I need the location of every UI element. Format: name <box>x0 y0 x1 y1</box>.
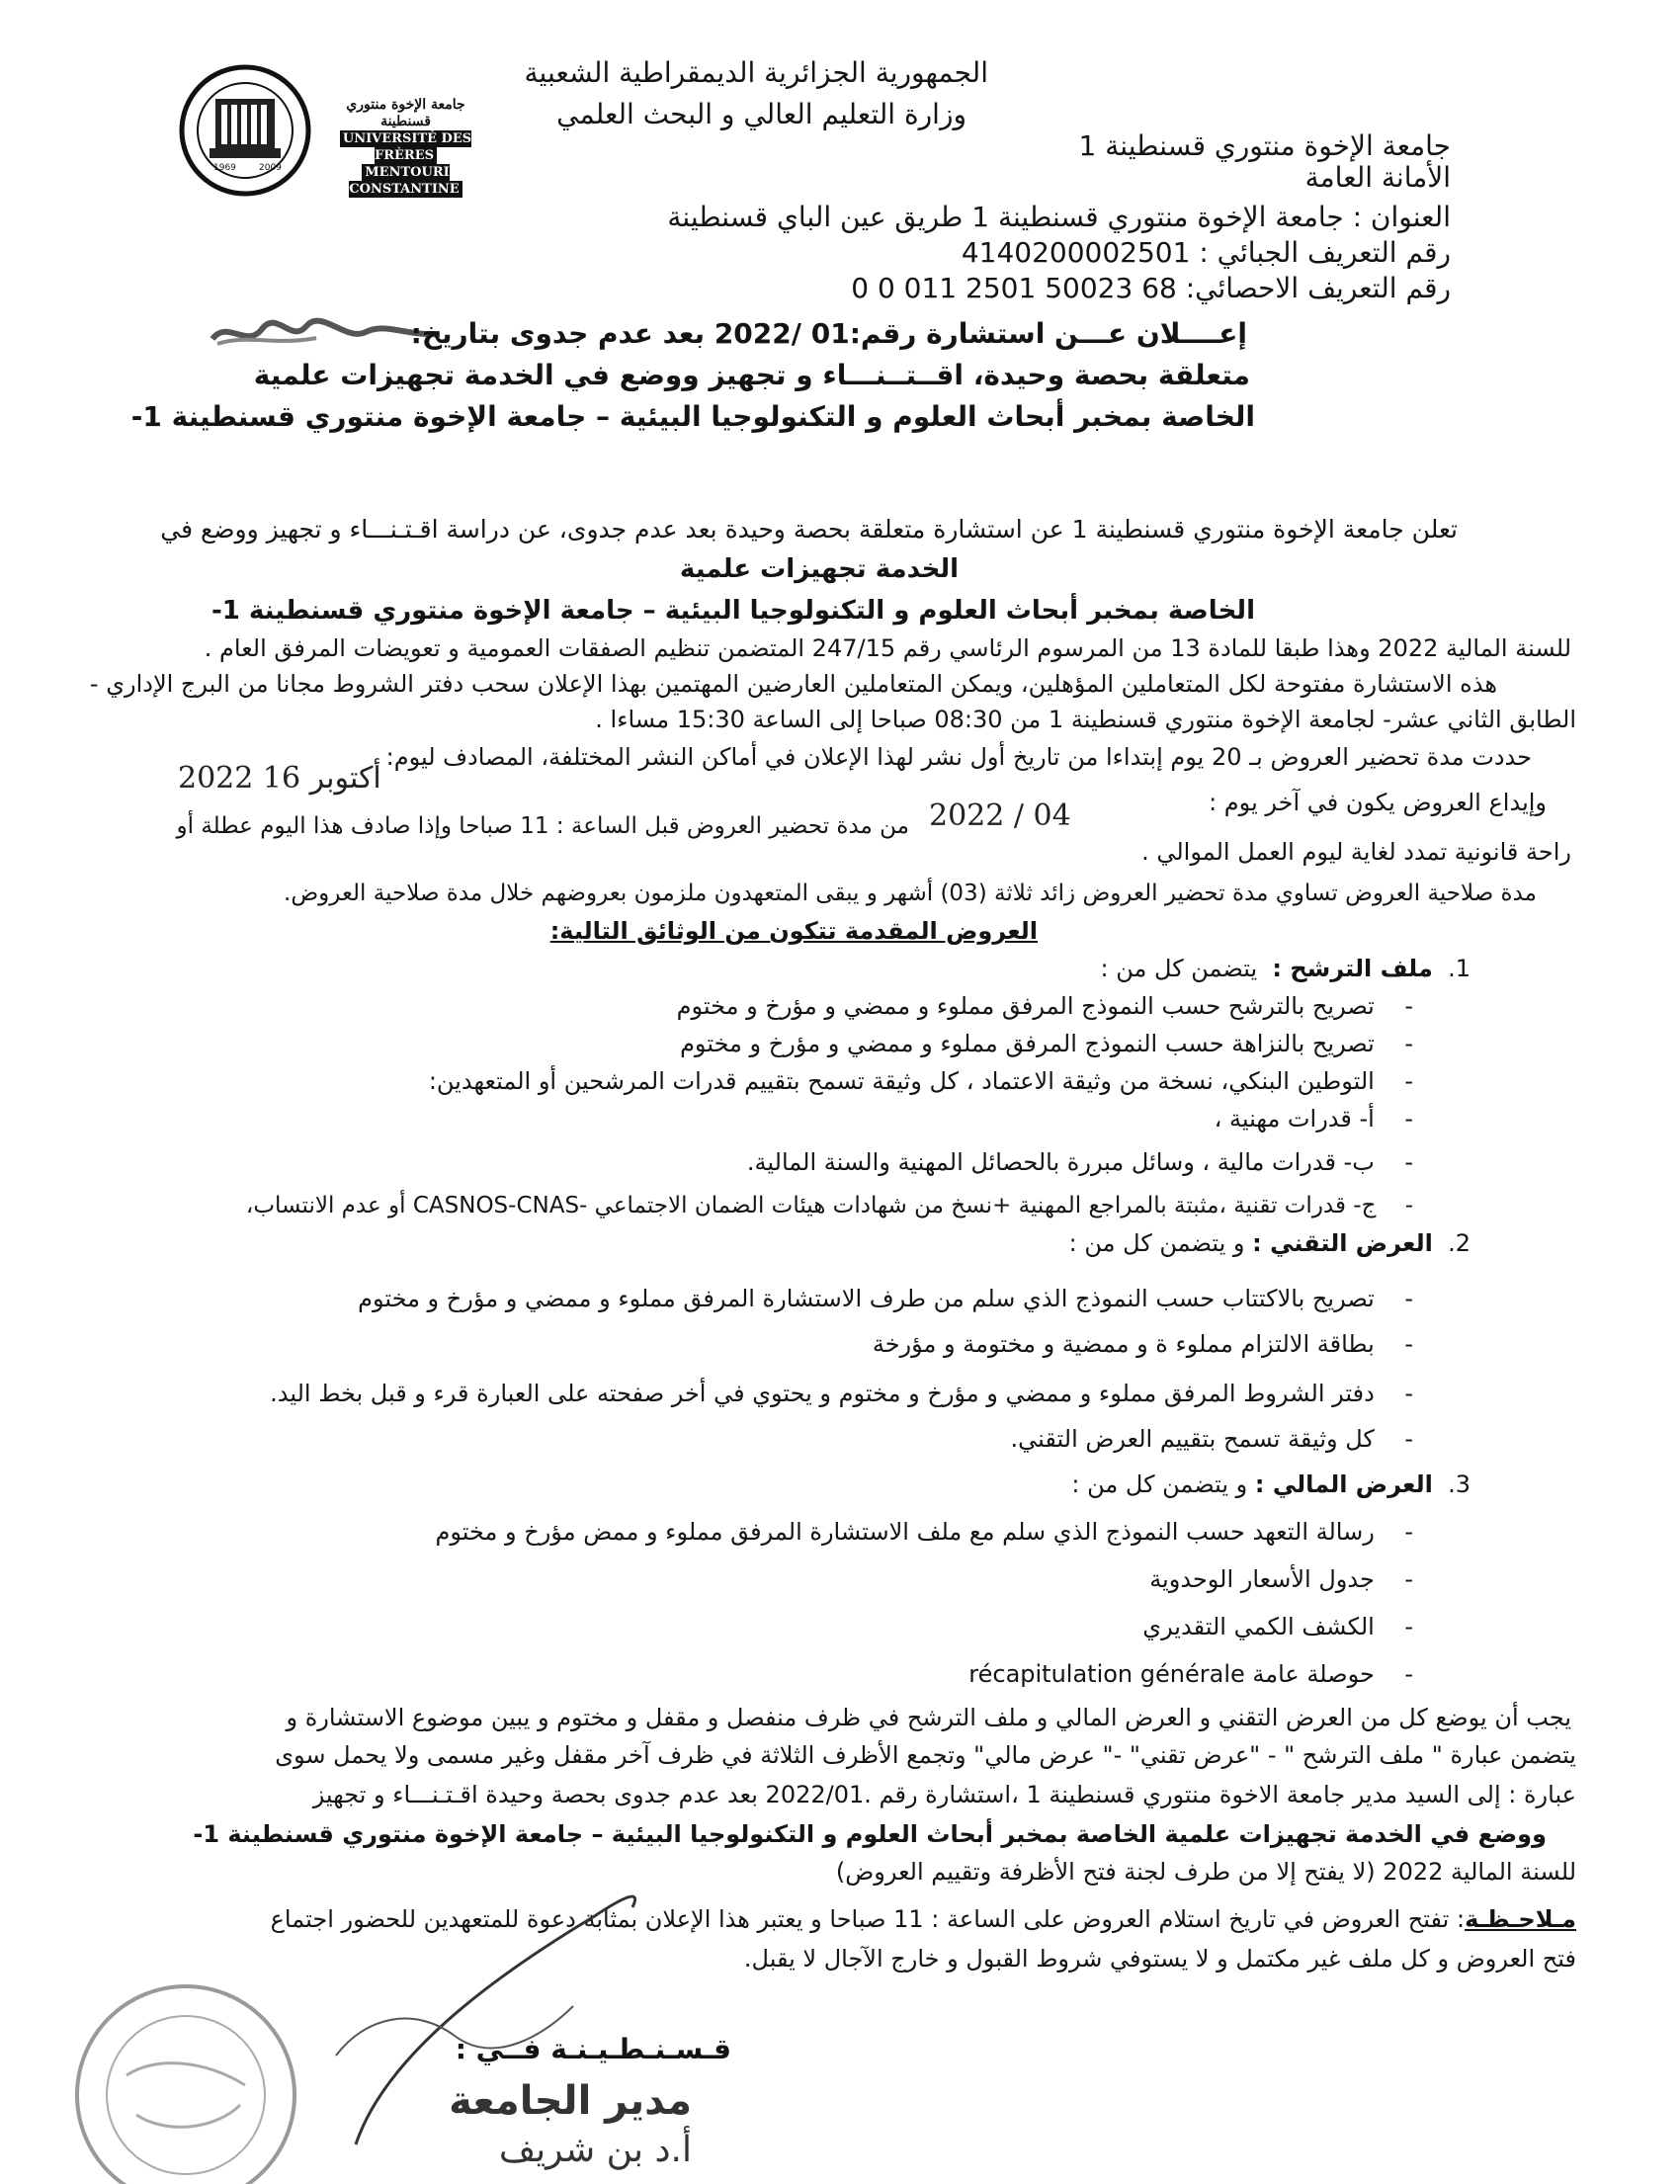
footer-place: قـسـنـطـيـنـة فــي : <box>455 2033 731 2065</box>
section-3-item: - جدول الأسعار الوحدوية <box>1149 1565 1413 1593</box>
svg-text:2009: 2009 <box>259 163 282 173</box>
intro-line-11: مدة صلاحية العروض تساوي مدة تحضير العروض زائد ثلاثة (03) أشهر و يبقى المتعهدون ملزمون بعروضهم خلال مدة صلاحية العروض. <box>284 881 1537 906</box>
header-tax-id: رقم التعريف الجبائي : 4140200002501 <box>961 236 1451 269</box>
section-3-heading: 3. العرض المالي : و يتضمن كل من : <box>1071 1470 1470 1498</box>
header-republic: الجمهورية الجزائرية الديمقراطية الشعبية <box>524 56 988 89</box>
svg-text:1969: 1969 <box>213 163 236 173</box>
intro-line-9: من مدة تحضير العروض قبل الساعة : 11 صباحا وإذا صادف هذا اليوم عطلة أو <box>176 813 909 839</box>
header-secretariat: الأمانة العامة <box>1304 161 1451 194</box>
title-line-1: إعــــلان عـــن استشارة رقم:01 /2022 بعد عدم جدوى بتاريخ: <box>410 317 1247 350</box>
handwritten-mark-icon <box>208 314 445 354</box>
closing-line-1: يجب أن يوضع كل من العرض التقني و العرض المالي و ملف الترشح في ظرف منفصل و مقفل و مختوم و يبين موضوع الاستشارة و <box>286 1704 1571 1731</box>
header-stat-id: رقم التعريف الاحصائي: 68 50023 2501 011 0 0 <box>851 272 1451 304</box>
intro-line-3: الخاصة بمخبر أبحاث العلوم و التكنولوجيا البيئية – جامعة الإخوة منتوري قسنطينة 1- <box>210 596 1255 626</box>
handwritten-date-2: 2022 / 04 <box>929 798 1071 833</box>
closing-line-5: للسنة المالية 2022 (لا يفتح إلا من طرف لجنة فتح الأظرفة وتقييم العروض) <box>835 1858 1576 1886</box>
closing-line-2: يتضمن عبارة " ملف الترشح " - "عرض تقني" -" عرض مالي" وتجمع الأظرف الثلاثة في ظرف آخر مقفل وغير مسمى ولا يحمل سوى <box>275 1741 1576 1769</box>
intro-line-7: حددت مدة تحضير العروض بـ 20 يوم إبتداءا من تاريخ أول نشر لهذا الإعلان في أماكن النشر المختلفة، المصادف ليوم: <box>385 743 1532 771</box>
closing-line-3: عبارة : إلى السيد مدير جامعة الاخوة منتوري قسنطينة 1 ،استشارة رقم .2022/01 بعد عدم جدوى بحصة وحيدة اقـتـنـــاء و تجهيز <box>312 1781 1576 1808</box>
intro-line-8: وإيداع العروض يكون في آخر يوم : <box>1209 789 1547 816</box>
section-2-heading: 2. العرض التقني : و يتضمن كل من : <box>1068 1229 1470 1257</box>
title-line-2: متعلقة بحصة وحيدة، اقــتــنـــاء و تجهيز ووضع في الخدمة تجهيزات علمية <box>253 359 1250 391</box>
official-stamp-icon <box>47 1967 304 2184</box>
handwritten-date-1: 2022 أكتوبر 16 <box>178 761 381 796</box>
header-ministry: وزارة التعليم العالي و البحث العلمي <box>556 98 966 130</box>
section-2-item: - بطاقة الالتزام مملوء ة و ممضية و مختومة و مؤرخة <box>872 1330 1413 1358</box>
section-1-item: - تصريح بالترشح حسب النموذج المرفق مملوء و ممضي و مؤرخ و مختوم <box>676 992 1413 1020</box>
section-1-item: - تصريح بالنزاهة حسب النموذج المرفق مملوء و ممضي و مؤرخ و مختوم <box>680 1030 1413 1057</box>
section-3-item: - الكشف الكمي التقديري <box>1142 1613 1413 1640</box>
logo-caption: جامعة الإخوة منتوري قسنطينة UNIVERSITÉ DES FRÈRES MENTOURI CONSTANTINE <box>324 97 487 198</box>
section-3-item: - حوصلة عامة récapitulation générale <box>968 1660 1413 1688</box>
header-university: جامعة الإخوة منتوري قسنطينة 1 <box>1078 129 1451 162</box>
intro-line-2: الخدمة تجهيزات علمية <box>679 554 959 584</box>
university-logo <box>176 61 482 200</box>
header-address: العنوان : جامعة الإخوة منتوري قسنطينة 1 طريق عين الباي قسنطينة <box>667 201 1451 233</box>
section-3-item: - رسالة التعهد حسب النموذج الذي سلم مع ملف الاستشارة المرفق مملوء و ممض مؤرخ و مختوم <box>435 1518 1413 1546</box>
note-line-1: مـلاحـظـة: تفتح العروض في تاريخ استلام العروض على الساعة : 11 صباحا و يعتبر هذا الإعلان بمثابة دعوة للمتعهدين للحضور اجتماع <box>270 1905 1576 1933</box>
intro-line-1: تعلن جامعة الإخوة منتوري قسنطينة 1 عن استشارة متعلقة بحصة وحيدة بعد عدم جدوى، عن دراسة اقـتـنـــاء و تجهيز ووضع في <box>160 515 1458 544</box>
section-1-item: - ج- قدرات تقنية ،مثبتة بالمراجع المهنية +نسخ من شهادات هيئات الضمان الاجتماعي -CASNOS-CNAS أو عدم الانتساب، <box>245 1193 1413 1218</box>
footer-role: مدير الجامعة <box>449 2078 692 2124</box>
docs-heading: العروض المقدمة تتكون من الوثائق التالية: <box>549 917 1038 945</box>
closing-line-4: ووضع في الخدمة تجهيزات علمية الخاصة بمخبر أبحاث العلوم و التكنولوجيا البيئية – جامعة الإخوة منتوري قسنطينة 1- <box>193 1820 1547 1848</box>
intro-line-5: هذه الاستشارة مفتوحة لكل المتعاملين المؤهلين، ويمكن المتعاملين العارضين المهتمين بهذا الإعلان سحب دفتر الشروط مجانا من البرج الإداري - <box>89 670 1497 698</box>
section-1-heading: 1. ملف الترشح : يتضمن كل من : <box>1100 955 1470 982</box>
intro-line-4: للسنة المالية 2022 وهذا طبقا للمادة 13 من المرسوم الرئاسي رقم 247/15 المتضمن تنظيم الصفقات العمومية و تعويضات المرفق العام . <box>204 634 1571 662</box>
logo-seal-icon <box>176 61 344 200</box>
section-1-item: - التوطين البنكي، نسخة من وثيقة الاعتماد ، كل وثيقة تسمح بتقييم قدرات المرشحين أو المتعهدين: <box>428 1067 1413 1095</box>
section-2-item: - دفتر الشروط المرفق مملوء و ممضي و مؤرخ و مختوم و يحتوي في أخر صفحته على العبارة قرء و قبل بخط اليد. <box>270 1380 1413 1407</box>
intro-line-6: الطابق الثاني عشر- لجامعة الإخوة منتوري قسنطينة 1 من 08:30 صباحا إلى الساعة 15:30 مساءا . <box>595 706 1576 733</box>
title-line-3: الخاصة بمخبر أبحاث العلوم و التكنولوجيا البيئية – جامعة الإخوة منتوري قسنطينة 1- <box>130 400 1255 433</box>
intro-line-10: راحة قانونية تمدد لغاية ليوم العمل الموالي . <box>1141 838 1571 866</box>
section-1-item: - ب- قدرات مالية ، وسائل مبررة بالحصائل المهنية والسنة المالية. <box>746 1148 1413 1176</box>
section-1-item: - أ- قدرات مهنية ، <box>1214 1105 1413 1133</box>
footer-name: أ.د بن شريف <box>498 2130 692 2170</box>
note-line-2: فتح العروض و كل ملف غير مكتمل و لا يستوفي شروط القبول و خارج الآجال لا يقبل. <box>743 1945 1576 1973</box>
section-2-item: - كل وثيقة تسمح بتقييم العرض التقني. <box>1010 1425 1413 1453</box>
section-2-item: - تصريح بالاكتتاب حسب النموذج الذي سلم من طرف الاستشارة المرفق مملوء و ممضي و مؤرخ و مختوم <box>358 1285 1413 1312</box>
